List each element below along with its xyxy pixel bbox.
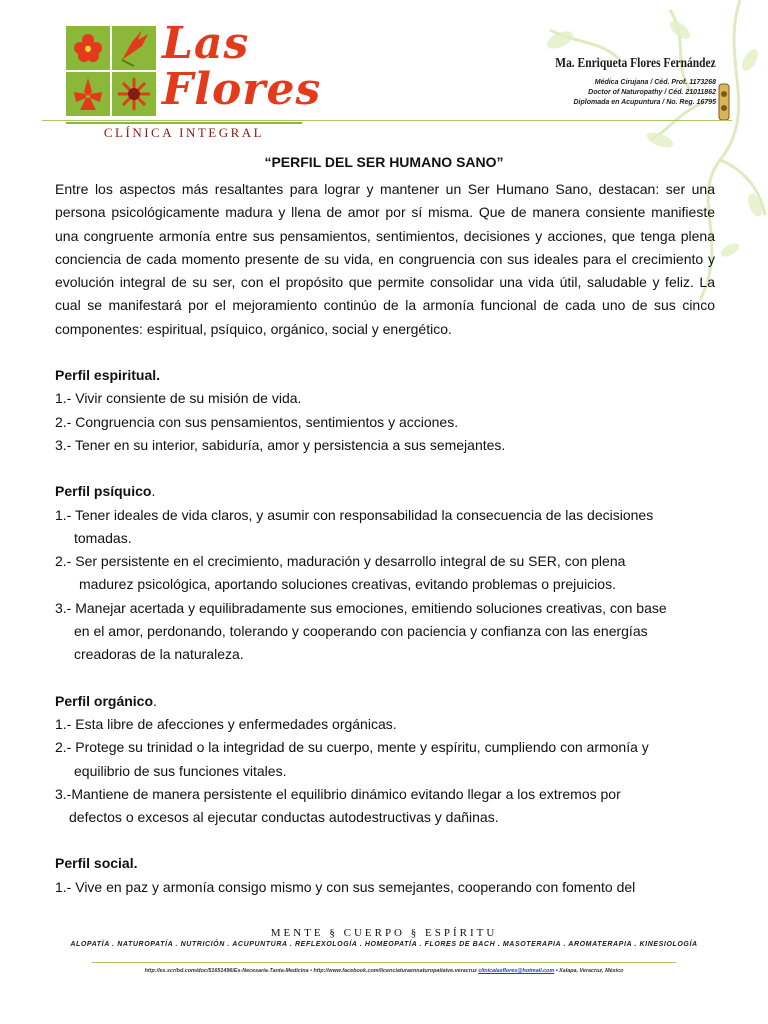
seal-icon — [718, 82, 730, 122]
list-item: 1.- Vive en paz y armonía consigo mismo y con sus semejantes, cooperando con fomento del — [55, 878, 636, 895]
document-body — [55, 178, 715, 899]
footer-divider — [92, 962, 676, 963]
intro-paragraph: Entre los aspectos más resaltantes para lograr y mantener un Ser Humano Sano, destacan: ser una persona psicológicamente madura y llena de amor por sí misma. Que de manera consiente manifieste una congruente armonía entre sus pensamientos, sentimientos, decisiones y acciones, que tenga plena conciencia de cada momento presente de su vida, en congruencia con sus ideales para el crecimiento y evolución integral de su ser, con el propósito que permite consolidar una vida útil, saludable y feliz. La cual se manifestará por el mejoramiento continúo de la armonía funcional de cada uno de sus cinco componentes: espiritual, psíquico, orgánico, social y energético. — [55, 181, 715, 337]
credential-line: Doctor of Naturopathy / Céd. 21011862 — [588, 89, 716, 96]
list-item: 1.- Esta libre de afecciones y enfermedades orgánicas. — [55, 715, 397, 732]
logo-flower-grid — [66, 26, 156, 116]
section-heading: Perfil espiritual. — [55, 367, 161, 384]
section-heading: Perfil social. — [55, 855, 138, 872]
document-title: “PERFIL DEL SER HUMANO SANO” — [264, 154, 504, 170]
credential-line: Médica Cirujana / Céd. Prof. 1173268 — [594, 79, 716, 86]
logo-subtitle: CLÍNICA INTEGRAL — [103, 125, 265, 140]
bird-of-paradise-icon — [112, 26, 156, 70]
hibiscus-icon — [66, 26, 110, 70]
footer-urls[interactable]: http://es.scribd.com/doc/51651496/Es-Necesaria-Tanta-Medicina • http://www.facebook.com/licenciaturaennaturopatiaive.veracruz — [144, 968, 479, 974]
list-item: 3.-Mantiene de manera persistente el equilibrio dinámico evitando llegar a los extremos por — [55, 785, 621, 802]
section-organico — [55, 690, 715, 830]
footer-email-link[interactable]: clinicalasflores@hotmail.com — [478, 968, 555, 974]
lily-icon — [66, 72, 110, 116]
list-item: 3.- Manejar acertada y equilibradamente sus emociones, emitiendo soluciones creativas, con base — [55, 599, 667, 616]
footer-location: • Xalapa, Veracruz, México — [554, 968, 624, 974]
section-heading: Perfil psíquico — [55, 483, 152, 500]
logo-word-las: Las — [162, 18, 250, 69]
list-item-continuation: defectos o excesos al ejecutar conductas autodestructivas y dañinas. — [69, 809, 499, 826]
logo-word-flores: Flores — [162, 64, 322, 115]
credential-line: Diplomada en Acupuntura / No. Reg. 16795 — [573, 99, 716, 106]
list-item: 1.- Tener ideales de vida claros, y asumir con responsabilidad la consecuencia de las decisiones — [55, 506, 654, 523]
header-divider — [42, 120, 732, 121]
heading-period: . — [153, 692, 157, 709]
section-psiquico — [55, 480, 715, 666]
list-item-continuation: madurez psicológica, aportando soluciones creativas, evitando problemas o prejuicios. — [79, 576, 616, 593]
list-item-continuation: en el amor, perdonando, tolerando y cooperando con paciencia y confianza con las energías — [74, 623, 648, 640]
list-item: 3.- Tener en su interior, sabiduría, amor y persistencia a sus semejantes. — [55, 436, 506, 453]
doctor-name: Ma. Enriqueta Flores Fernández — [555, 56, 716, 71]
section-espiritual — [55, 364, 715, 457]
list-item: 2.- Ser persistente en el crecimiento, maduración y desarrollo integral de su SER, con plena — [55, 553, 626, 570]
footer-services: ALOPATÍA . NATUROPATÍA . NUTRICIÓN . ACUPUNTURA . REFLEXOLOGÍA . HOMEOPATÍA . FLORES DE BACH . MASOTERAPIA . AROMATERAPIA . KINESIOLOGÍA — [70, 941, 698, 948]
list-item: 2.- Protege su trinidad o la integridad de su cuerpo, mente y espíritu, cumpliendo con armonía y — [55, 739, 649, 756]
list-item-continuation: tomadas. — [74, 529, 132, 546]
footer-motto: MENTE § CUERPO § ESPÍRITU — [270, 927, 498, 939]
section-social — [55, 852, 715, 899]
section-heading: Perfil orgánico — [55, 692, 154, 709]
clinic-logo — [66, 18, 322, 140]
list-item: 1.- Vivir consiente de su misión de vida. — [55, 390, 302, 407]
gerbera-icon — [112, 72, 156, 116]
list-item: 2.- Congruencia con sus pensamientos, sentimientos y acciones. — [55, 413, 459, 430]
doctor-info — [520, 56, 716, 108]
logo-divider — [66, 122, 302, 124]
footer-links — [0, 968, 768, 974]
heading-period: . — [151, 483, 156, 500]
list-item-continuation: creadoras de la naturaleza. — [74, 646, 244, 663]
list-item-continuation: equilibrio de sus funciones vitales. — [74, 762, 287, 779]
